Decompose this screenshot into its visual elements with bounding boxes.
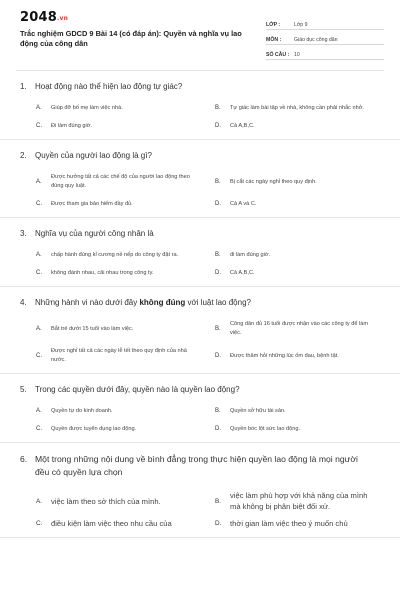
question-header <box>20 453 384 478</box>
option-text: Cả A,B,C. <box>230 123 255 129</box>
option-text: Cả A và C. <box>230 201 257 207</box>
option-a[interactable] <box>36 104 205 113</box>
option-letter: D. <box>215 426 221 432</box>
question-text: Hoạt động nào thể hiện lao động tự giác? <box>35 82 183 91</box>
logo-suffix: .vn <box>56 15 69 22</box>
option-d[interactable] <box>215 122 384 131</box>
option-letter: B. <box>215 252 221 258</box>
option-text: Cả A,B,C. <box>230 270 255 276</box>
answer-options <box>20 407 384 434</box>
question-number: 6. <box>20 454 28 464</box>
option-text: Quyền bóc lột sức lao động. <box>230 426 300 432</box>
meta-label: MÔN : <box>266 37 282 43</box>
option-text: Được nghỉ tất cả các ngày lễ tết theo quy định của nhà nước. <box>51 348 187 363</box>
meta-value: Giáo dục công dân <box>294 37 338 43</box>
question-header <box>20 384 384 395</box>
site-logo[interactable] <box>20 10 246 25</box>
question-number: 3. <box>20 229 27 238</box>
option-text: Quyền được tuyển dụng lao động. <box>51 426 137 432</box>
question-number: 2. <box>20 151 27 160</box>
option-letter: A. <box>36 408 42 414</box>
question-text: Nghĩa vụ của người công nhân là <box>35 229 154 238</box>
question-header <box>20 81 384 92</box>
option-text: Công dân đủ 16 tuổi được nhận vào các công ty để làm việc. <box>230 321 369 336</box>
option-a[interactable] <box>36 320 205 338</box>
option-text: Đi làm đúng giờ. <box>51 123 92 129</box>
option-d[interactable] <box>215 347 384 365</box>
option-c[interactable] <box>36 425 205 434</box>
option-letter: A. <box>36 178 42 185</box>
option-letter: C. <box>36 352 42 359</box>
option-letter: B. <box>215 325 221 332</box>
option-a[interactable] <box>36 173 205 191</box>
question-1 <box>0 71 400 140</box>
option-b[interactable] <box>215 407 384 416</box>
option-b[interactable] <box>215 173 384 191</box>
question-2 <box>0 140 400 218</box>
answer-options <box>20 104 384 131</box>
header <box>0 0 400 70</box>
header-left <box>20 10 246 70</box>
option-letter: D. <box>215 201 221 207</box>
question-text: Quyền của người lao động là gì? <box>35 151 152 160</box>
option-text: Tự giác làm bài tập về nhà, không cần phải nhắc nhở. <box>230 105 364 111</box>
question-text: Một trong những nội dung về bình đẳng trong thực hiện quyền lao động là mọi người đều có quyền lựa chọn <box>35 454 358 477</box>
question-header <box>20 150 384 161</box>
question-text-emphasis: không đúng <box>139 298 186 307</box>
meta-label: LỚP : <box>266 22 281 28</box>
answer-options <box>20 173 384 209</box>
option-text: Quyền tự do kinh doanh. <box>51 408 113 414</box>
option-d[interactable] <box>215 425 384 434</box>
option-letter: D. <box>215 270 221 276</box>
option-text: Được hưởng tất cả các chế độ của người lao động theo đúng quy luật. <box>51 174 190 189</box>
question-6 <box>0 443 400 538</box>
question-text-post: với luật lao động? <box>185 298 251 307</box>
option-text: đi làm đúng giờ. <box>230 252 271 258</box>
option-text: Quyền sở hữu tài sản. <box>230 408 286 414</box>
option-text: việc làm theo sở thích của mình. <box>51 496 161 506</box>
option-letter: A. <box>36 252 42 258</box>
meta-info <box>246 10 384 70</box>
question-5 <box>0 374 400 443</box>
option-letter: B. <box>215 105 221 111</box>
option-letter: C. <box>36 123 42 129</box>
option-letter: C. <box>36 520 43 527</box>
option-letter: B. <box>215 178 221 185</box>
answer-options <box>20 490 384 529</box>
option-b[interactable] <box>215 251 384 260</box>
meta-row-class <box>266 18 384 30</box>
option-a[interactable] <box>36 490 205 512</box>
answer-options <box>20 251 384 278</box>
option-letter: A. <box>36 105 42 111</box>
option-letter: A. <box>36 325 42 332</box>
option-c[interactable] <box>36 269 205 278</box>
question-header <box>20 297 384 308</box>
option-letter: A. <box>36 497 43 505</box>
option-text: không đánh nhau, cãi nhau trong công ty. <box>51 270 154 276</box>
option-text: Được thăm hỏi những lúc ốm đau, bệnh tật. <box>230 352 339 359</box>
meta-value: Lớp 9 <box>294 22 308 28</box>
option-c[interactable] <box>36 122 205 131</box>
option-b[interactable] <box>215 490 384 512</box>
page-title: Trắc nghiệm GDCD 9 Bài 14 (có đáp án): Quyền và nghĩa vụ lao động của công dân <box>20 29 242 48</box>
logo-main: 2048 <box>20 10 57 25</box>
option-b[interactable] <box>215 320 384 338</box>
question-text <box>35 297 384 308</box>
question-header <box>20 228 384 239</box>
meta-value: 10 <box>294 52 300 58</box>
option-text: Bắt trẻ dưới 15 tuổi vào làm việc. <box>51 325 134 332</box>
option-letter: C. <box>36 201 42 207</box>
option-letter: C. <box>36 426 42 432</box>
option-text: Được tham gia bảo hiểm đầy đủ. <box>51 201 133 207</box>
option-b[interactable] <box>215 104 384 113</box>
question-number: 5. <box>20 385 27 394</box>
option-letter: C. <box>36 270 42 276</box>
option-c[interactable] <box>36 347 205 365</box>
meta-label: SỐ CÂU : <box>266 52 290 58</box>
question-text-pre: Những hành vi nào dưới đây <box>35 298 140 307</box>
option-c[interactable] <box>36 518 205 529</box>
option-text: điều kiện làm việc theo nhu cầu của <box>51 519 172 528</box>
option-letter: D. <box>215 520 222 527</box>
question-3 <box>0 218 400 287</box>
option-letter: D. <box>215 352 221 359</box>
question-number: 1. <box>20 82 27 91</box>
option-letter: B. <box>215 408 221 414</box>
question-text: Trong các quyền dưới đây, quyền nào là quyền lao động? <box>35 385 240 394</box>
question-number: 4. <box>20 298 27 307</box>
meta-row-count <box>266 48 384 60</box>
option-a[interactable] <box>36 407 205 416</box>
option-letter: D. <box>215 123 221 129</box>
meta-row-subject <box>266 33 384 45</box>
option-letter: B. <box>215 497 222 505</box>
question-4 <box>0 287 400 374</box>
option-d[interactable] <box>215 200 384 209</box>
option-text: chấp hành đúng kỉ cương nề nếp do công ty đặt ra. <box>51 252 179 258</box>
option-d[interactable] <box>215 269 384 278</box>
option-text: thời gian làm việc theo ý muốn chủ <box>230 519 348 528</box>
option-d[interactable] <box>215 518 384 529</box>
option-text: Bị cắt các ngày nghỉ theo quy định. <box>230 178 317 185</box>
answer-options <box>20 320 384 365</box>
option-a[interactable] <box>36 251 205 260</box>
option-c[interactable] <box>36 200 205 209</box>
option-text: việc làm phù hợp với khả năng của mình mà không bị phân biệt đối xử. <box>230 491 368 511</box>
option-text: Giúp đỡ bố mẹ làm việc nhà. <box>51 105 123 111</box>
